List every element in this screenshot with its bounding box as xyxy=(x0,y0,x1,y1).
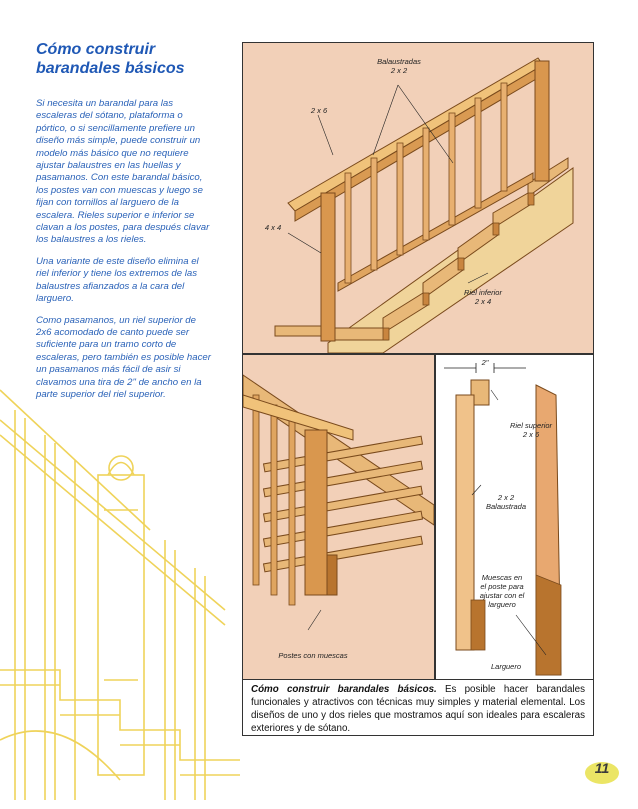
label-balaustrada-size: 2 x 2 xyxy=(497,493,515,502)
label-postes-muescas: Postes con muescas xyxy=(278,651,348,660)
staircase-panel xyxy=(243,43,593,353)
illustration-figure xyxy=(242,42,594,736)
post-detail-drawing xyxy=(436,355,593,679)
label-muescas-1: Muescas en xyxy=(481,573,523,582)
label-muescas-3: ajustar con el xyxy=(479,591,525,600)
label-post-size: 4 x 4 xyxy=(264,223,282,232)
paragraph-handrail: Como pasamanos, un riel superior de 2x6 acomodado de canto puede ser suficiente para un tramo corto de escaleras, pero también es posible hacer un pasamanos más fácil de asir si clavamos una tira de 2" de ancho en la parte superior del riel superior. xyxy=(36,314,211,400)
label-balaustradas: Balaustradas xyxy=(377,57,421,66)
caption-title: Cómo construir barandales básicos. xyxy=(251,684,437,695)
section-title: Cómo construir barandales básicos xyxy=(36,41,185,77)
label-muescas-4: larguero xyxy=(488,600,516,609)
staircase-drawing xyxy=(243,43,593,353)
figure-caption xyxy=(243,679,593,735)
caption-body: Es posible hacer barandales funcionales y atractivos con técnicas muy simples y material elemental. Los diseños de uno y dos rieles que mostramos aquí son ideales para escaleras exteriores y de sótano. xyxy=(251,684,585,734)
label-riel-inferior: Riel inferior xyxy=(464,288,502,297)
label-top-rail-size: 2 x 6 xyxy=(310,106,328,115)
page-number-badge xyxy=(584,758,620,786)
label-balaustrada: Balaustrada xyxy=(485,502,527,511)
label-riel-superior: Riel superior xyxy=(509,421,553,430)
body-text xyxy=(36,98,214,410)
notched-posts-drawing xyxy=(243,355,434,679)
label-larguero: Larguero xyxy=(490,662,522,671)
page-number: 11 xyxy=(594,760,610,776)
paragraph-intro: Si necesita un barandal para las escaleras del sótano, plataforma o pórtico, o si sencillamente prefiere un diseño más simple, puede construir un modelo más básico que no requiere ajustar balaustres en las huellas y pasamanos. Con este barandal básico, los postes van con muescas y luego se fijan con tornillos al larguero de la escalera. Rieles superior e inferior se clavan a los postes, para después clavar los balaustres a los rieles. xyxy=(36,98,210,246)
label-balaustradas-size: 2 x 2 xyxy=(390,66,408,75)
decorative-staircase-illustration xyxy=(0,380,240,809)
label-muescas-2: el poste para xyxy=(480,582,524,591)
paragraph-variant: Una variante de este diseño elimina el riel inferior y tiene los extremos de las balaustres afianzados a la cara del larguero. xyxy=(36,255,199,305)
label-riel-superior-size: 2 x 6 xyxy=(522,430,540,439)
post-detail-panel xyxy=(436,355,593,679)
notched-posts-panel xyxy=(243,355,434,679)
label-riel-inferior-size: 2 x 4 xyxy=(474,297,492,306)
label-dim-2in: 2" xyxy=(481,358,489,367)
